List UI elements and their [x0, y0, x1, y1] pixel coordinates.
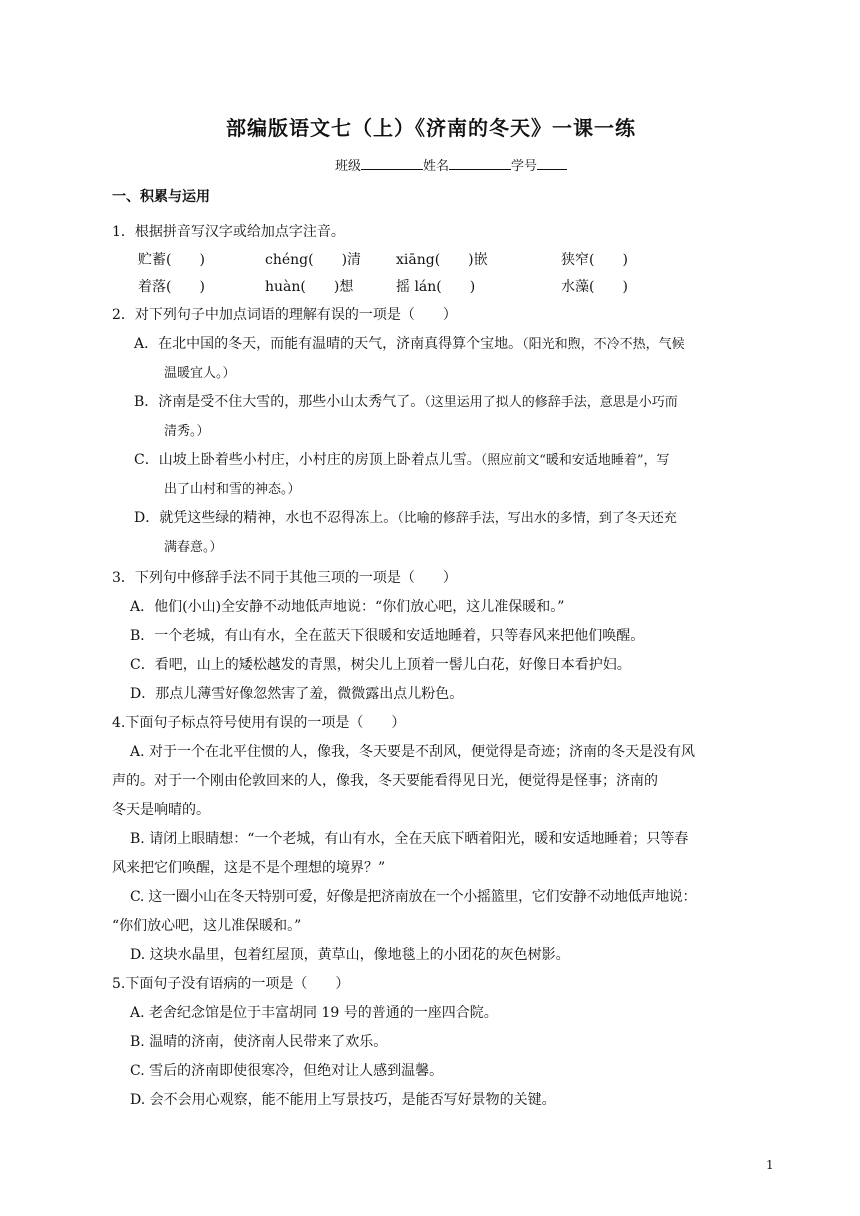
question-4-option-c-line-2: “你们放心吧，这儿准保暖和。” — [112, 918, 302, 934]
pinyin-item: 摇 lán( ) — [396, 279, 476, 295]
question-1-row-2 — [138, 274, 750, 301]
section-heading: 一、积累与运用 — [112, 189, 210, 205]
question-4-option-b-line-2: 风来把它们唤醒，这是不是个理想的境界？” — [112, 860, 386, 876]
question-4-option-a-line-3: 冬天是响晴的。 — [112, 802, 210, 818]
page-number: 1 — [766, 1158, 774, 1172]
question-2-stem: 2．对下列句子中加点词语的理解有误的一项是（ ） — [112, 307, 457, 323]
question-4-option-c-line-1: C. 这一圈小山在冬天特别可爱，好像是把济南放在一个小摇篮里，它们安静不动地低声地说： — [130, 889, 697, 905]
question-1-stem: 1．根据拼音写汉字或给加点字注音。 — [112, 224, 345, 240]
page-title: 部编版语文七（上）《济南的冬天》一课一练 — [226, 116, 636, 140]
id-label: 学号 — [511, 159, 538, 174]
id-blank[interactable] — [537, 157, 567, 170]
question-3-option-d: D．那点儿薄雪好像忽然害了羞，微微露出点儿粉色。 — [130, 686, 464, 702]
question-4-option-a-line-2: 声的。对于一个刚由伦敦回来的人，像我，冬天要能看得见日光，便觉得是怪事；济南的 — [112, 773, 658, 789]
question-1-row-1 — [138, 247, 750, 274]
question-4-option-a-line-1: A. 对于一个在北平住惯的人，像我，冬天要是不刮风，便觉得是奇迹；济南的冬天是没有风 — [130, 744, 696, 760]
question-5-stem: 5.下面句子没有语病的一项是（ ） — [112, 976, 350, 992]
pinyin-item: huàn( )想 — [265, 279, 354, 295]
class-blank[interactable] — [361, 157, 423, 170]
pinyin-item: 贮蓄( ) — [138, 252, 205, 268]
student-info-line — [152, 155, 750, 174]
question-3-option-c: C．看吧，山上的矮松越发的青黑，树尖儿上顶着一髻儿白花，好像日本看护妇。 — [130, 657, 631, 673]
question-4-stem: 4.下面句子标点符号使用有误的一项是（ ） — [112, 715, 406, 731]
question-5-option-c: C. 雪后的济南即使很寒冷，但绝对让人感到温馨。 — [130, 1063, 444, 1079]
name-label: 姓名 — [422, 159, 449, 174]
question-5-option-d: D. 会不会用心观察，能不能用上写景技巧，是能否写好景物的关键。 — [130, 1092, 556, 1108]
name-blank[interactable] — [449, 157, 511, 170]
pinyin-item: chéng( )清 — [265, 252, 362, 268]
pinyin-item: 着落( ) — [138, 279, 205, 295]
question-3-option-a: A．他们(小山)全安静不动地低声地说：“你们放心吧，这儿准保暖和。” — [130, 599, 565, 615]
question-2-option-a: A．在北中国的冬天，而能有温晴的天气，济南真得算个宝地。（阳光和煦，不冷不热，气候 温暖宜人。） — [134, 336, 685, 381]
question-4-option-d: D. 这块水晶里，包着红屋顶，黄草山，像地毯上的小团花的灰色树影。 — [130, 947, 570, 963]
question-5-option-b: B. 温晴的济南，使济南人民带来了欢乐。 — [130, 1034, 388, 1050]
question-3-option-b: B．一个老城，有山有水，全在蓝天下很暖和安适地睡着，只等春风来把他们唤醒。 — [130, 628, 645, 644]
question-4-option-b-line-1: B. 请闭上眼睛想：“一个老城，有山有水，全在天底下晒着阳光，暖和安适地睡着；只等春 — [130, 831, 689, 847]
question-3-stem: 3．下列句中修辞手法不同于其他三项的一项是（ ） — [112, 570, 457, 586]
pinyin-item: xiāng( )嵌 — [396, 252, 488, 268]
question-2-option-d: D．就凭这些绿的精神，水也不忍得冻上。（比喻的修辞手法，写出水的多情，到了冬天还充 满春意。） — [134, 510, 677, 555]
class-label: 班级 — [334, 159, 361, 174]
pinyin-item: 水藻( ) — [561, 279, 628, 295]
question-5-option-a: A. 老舍纪念馆是位于丰富胡同 19 号的普通的一座四合院。 — [130, 1005, 498, 1021]
pinyin-item: 狭窄( ) — [561, 252, 628, 268]
question-2-option-c: C．山坡上卧着些小村庄，小村庄的房顶上卧着点儿雪。（照应前文“暖和安适地睡着”，写 出了山村和雪的神态。） — [134, 452, 670, 497]
question-2-option-b: B．济南是受不住大雪的，那些小山太秀气了。（这里运用了拟人的修辞手法，意思是小巧而 清秀。） — [134, 394, 678, 439]
